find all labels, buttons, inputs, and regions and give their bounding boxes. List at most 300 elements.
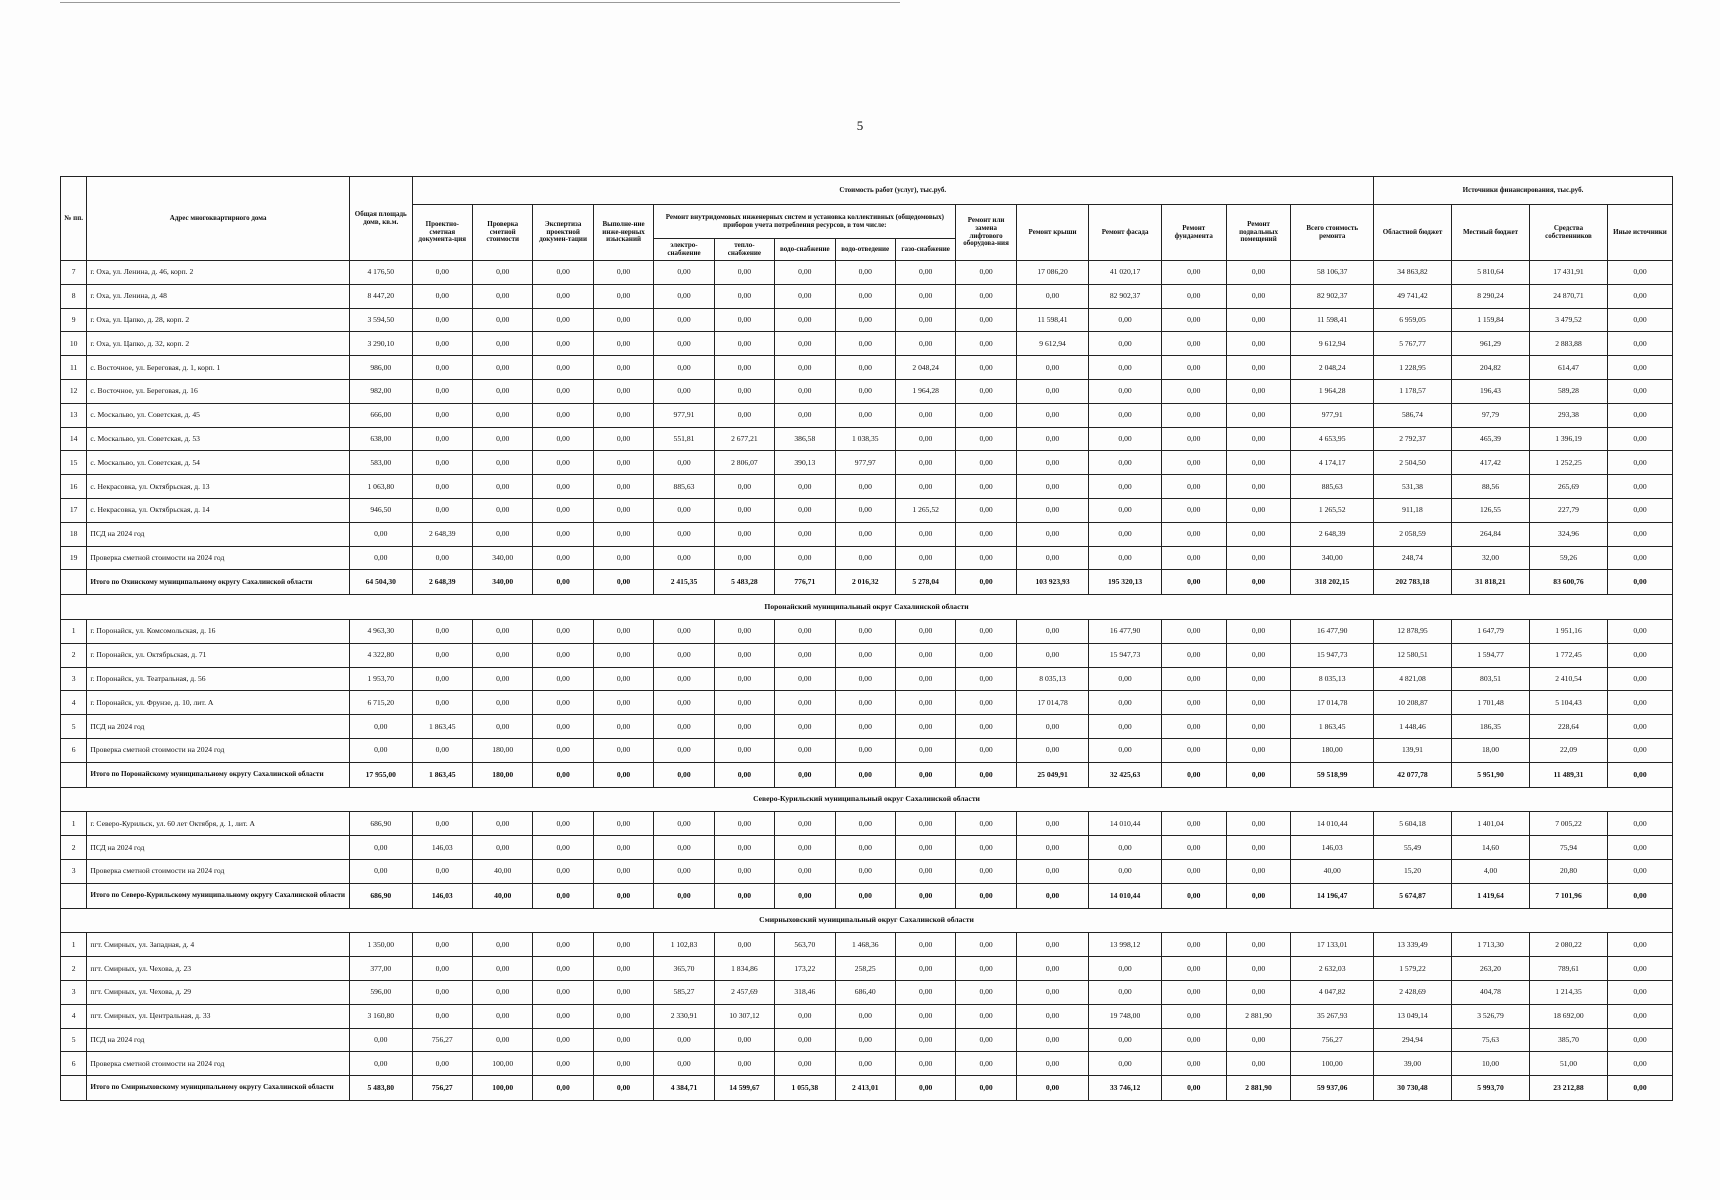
value-cell: 186,35 <box>1451 715 1529 739</box>
value-cell: 17 955,00 <box>349 762 412 787</box>
value-cell: 756,27 <box>412 1076 472 1101</box>
value-cell: 0,00 <box>349 836 412 860</box>
value-cell: 0,00 <box>473 933 533 957</box>
value-cell: 100,00 <box>473 1076 533 1101</box>
value-cell: 18,00 <box>1451 738 1529 762</box>
value-cell: 1 401,04 <box>1451 812 1529 836</box>
value-cell: 0,00 <box>1607 883 1672 908</box>
value-cell: 0,00 <box>1089 427 1162 451</box>
value-cell: 11 598,41 <box>1016 308 1089 332</box>
value-cell: 0,00 <box>654 715 714 739</box>
value-cell: 0,00 <box>533 475 593 499</box>
value-cell: 2 016,32 <box>835 570 895 595</box>
address-cell: Проверка сметной стоимости на 2024 год <box>87 546 350 570</box>
value-cell: 0,00 <box>1226 522 1291 546</box>
value-cell: 0,00 <box>533 883 593 908</box>
header-elevator: Ремонт или замена лифтового оборудова-ния <box>956 205 1016 261</box>
value-cell: 885,63 <box>1291 475 1374 499</box>
value-cell: 0,00 <box>956 403 1016 427</box>
value-cell: 0,00 <box>775 762 835 787</box>
subtotal-row <box>61 883 1673 908</box>
value-cell: 0,00 <box>654 1028 714 1052</box>
value-cell: 5 951,90 <box>1451 762 1529 787</box>
value-cell: 0,00 <box>1226 1052 1291 1076</box>
value-cell: 0,00 <box>533 379 593 403</box>
value-cell: 39,00 <box>1373 1052 1451 1076</box>
value-cell: 0,00 <box>775 859 835 883</box>
value-cell: 17 133,01 <box>1291 933 1374 957</box>
value-cell: 0,00 <box>533 403 593 427</box>
table-row <box>61 379 1673 403</box>
value-cell: 0,00 <box>533 427 593 451</box>
value-cell: 0,00 <box>714 379 774 403</box>
header-area: Общая площадь домв, кв.м. <box>349 177 412 261</box>
value-cell: 0,00 <box>654 836 714 860</box>
value-cell: 4 963,30 <box>349 619 412 643</box>
value-cell: 0,00 <box>835 619 895 643</box>
value-cell: 0,00 <box>473 812 533 836</box>
value-cell: 0,00 <box>956 619 1016 643</box>
value-cell: 0,00 <box>1016 883 1089 908</box>
value-cell: 0,00 <box>714 691 774 715</box>
value-cell: 0,00 <box>473 308 533 332</box>
value-cell: 0,00 <box>895 451 955 475</box>
value-cell: 0,00 <box>593 957 653 981</box>
address-cell: с. Некрасовка, ул. Октябрьская, д. 13 <box>87 475 350 499</box>
value-cell: 0,00 <box>533 498 593 522</box>
table-row <box>61 1052 1673 1076</box>
value-cell: 0,00 <box>1607 1028 1672 1052</box>
value-cell: 0,00 <box>593 715 653 739</box>
value-cell: 25 049,91 <box>1016 762 1089 787</box>
value-cell: 0,00 <box>1161 643 1226 667</box>
value-cell: 0,00 <box>1226 691 1291 715</box>
value-cell: 13 998,12 <box>1089 933 1162 957</box>
value-cell: 0,00 <box>895 667 955 691</box>
value-cell: 0,00 <box>775 643 835 667</box>
value-cell: 586,74 <box>1373 403 1451 427</box>
value-cell: 0,00 <box>714 933 774 957</box>
value-cell: 1 350,00 <box>349 933 412 957</box>
value-cell: 0,00 <box>533 762 593 787</box>
value-cell: 390,13 <box>775 451 835 475</box>
value-cell: 977,91 <box>1291 403 1374 427</box>
value-cell: 0,00 <box>956 427 1016 451</box>
value-cell: 0,00 <box>1016 738 1089 762</box>
value-cell: 0,00 <box>895 980 955 1004</box>
table-row <box>61 332 1673 356</box>
value-cell: 0,00 <box>1226 332 1291 356</box>
address-cell: пгт. Смирных, ул. Чехова, д. 23 <box>87 957 350 981</box>
address-cell: с. Москальво, ул. Советская, д. 45 <box>87 403 350 427</box>
value-cell: 4 174,17 <box>1291 451 1374 475</box>
value-cell: 531,38 <box>1373 475 1451 499</box>
row-number-cell: 3 <box>61 859 87 883</box>
value-cell: 0,00 <box>775 475 835 499</box>
value-cell: 0,00 <box>956 762 1016 787</box>
header-electricity: электро-снабжение <box>654 239 714 261</box>
value-cell: 0,00 <box>1607 836 1672 860</box>
value-cell: 0,00 <box>473 498 533 522</box>
value-cell: 5 483,28 <box>714 570 774 595</box>
value-cell: 0,00 <box>1016 859 1089 883</box>
value-cell: 0,00 <box>835 691 895 715</box>
value-cell: 0,00 <box>593 570 653 595</box>
value-cell: 0,00 <box>956 379 1016 403</box>
value-cell: 0,00 <box>654 332 714 356</box>
value-cell: 14 010,44 <box>1291 812 1374 836</box>
value-cell: 0,00 <box>835 836 895 860</box>
value-cell: 0,00 <box>714 498 774 522</box>
table-row <box>61 451 1673 475</box>
value-cell: 0,00 <box>533 691 593 715</box>
value-cell: 0,00 <box>593 667 653 691</box>
row-number-cell: 8 <box>61 284 87 308</box>
value-cell: 0,00 <box>473 691 533 715</box>
value-cell: 0,00 <box>1607 1076 1672 1101</box>
value-cell: 0,00 <box>1226 403 1291 427</box>
value-cell: 982,00 <box>349 379 412 403</box>
address-cell: с. Восточное, ул. Береговая, д. 1, корп. 1 <box>87 356 350 380</box>
value-cell: 10 307,12 <box>714 1004 774 1028</box>
value-cell: 0,00 <box>1607 379 1672 403</box>
value-cell: 0,00 <box>654 691 714 715</box>
value-cell: 0,00 <box>956 1028 1016 1052</box>
value-cell: 0,00 <box>714 332 774 356</box>
value-cell: 0,00 <box>775 403 835 427</box>
value-cell: 0,00 <box>775 284 835 308</box>
value-cell: 0,00 <box>1226 308 1291 332</box>
value-cell: 0,00 <box>349 546 412 570</box>
value-cell: 0,00 <box>412 308 472 332</box>
header-estimate-check: Проверка сметной стоимости <box>473 205 533 261</box>
value-cell: 0,00 <box>593 284 653 308</box>
value-cell: 0,00 <box>714 762 774 787</box>
value-cell: 0,00 <box>1607 667 1672 691</box>
value-cell: 0,00 <box>895 546 955 570</box>
value-cell: 0,00 <box>1016 715 1089 739</box>
value-cell: 0,00 <box>956 332 1016 356</box>
value-cell: 0,00 <box>1607 356 1672 380</box>
value-cell: 0,00 <box>775 883 835 908</box>
value-cell: 0,00 <box>1089 738 1162 762</box>
header-water-disposal: водо-отведение <box>835 239 895 261</box>
address-cell: ПСД на 2024 год <box>87 1028 350 1052</box>
value-cell: 0,00 <box>533 933 593 957</box>
value-cell: 0,00 <box>1226 738 1291 762</box>
value-cell: 6 959,05 <box>1373 308 1451 332</box>
value-cell: 0,00 <box>775 836 835 860</box>
value-cell: 75,63 <box>1451 1028 1529 1052</box>
value-cell: 5 604,18 <box>1373 812 1451 836</box>
section-header-row <box>61 908 1673 933</box>
value-cell: 318 202,15 <box>1291 570 1374 595</box>
row-number-cell: 7 <box>61 261 87 285</box>
value-cell: 5 767,77 <box>1373 332 1451 356</box>
value-cell: 0,00 <box>956 1076 1016 1101</box>
value-cell: 12 878,95 <box>1373 619 1451 643</box>
value-cell: 204,82 <box>1451 356 1529 380</box>
value-cell: 0,00 <box>1607 980 1672 1004</box>
value-cell: 0,00 <box>473 619 533 643</box>
value-cell: 0,00 <box>1161 738 1226 762</box>
value-cell: 0,00 <box>473 667 533 691</box>
value-cell: 583,00 <box>349 451 412 475</box>
value-cell: 5 993,70 <box>1451 1076 1529 1101</box>
row-number-cell: 16 <box>61 475 87 499</box>
value-cell: 0,00 <box>1607 738 1672 762</box>
value-cell: 340,00 <box>473 546 533 570</box>
value-cell: 0,00 <box>593 643 653 667</box>
value-cell: 0,00 <box>654 451 714 475</box>
value-cell: 0,00 <box>835 859 895 883</box>
value-cell: 0,00 <box>1016 812 1089 836</box>
value-cell: 0,00 <box>1089 859 1162 883</box>
value-cell: 0,00 <box>835 667 895 691</box>
value-cell: 2 058,59 <box>1373 522 1451 546</box>
value-cell: 2 792,37 <box>1373 427 1451 451</box>
header-expertise: Экспертиза проектной докумен-тации <box>533 205 593 261</box>
table-row <box>61 619 1673 643</box>
table-row <box>61 522 1673 546</box>
value-cell: 41 020,17 <box>1089 261 1162 285</box>
value-cell: 638,00 <box>349 427 412 451</box>
value-cell: 0,00 <box>1226 619 1291 643</box>
value-cell: 0,00 <box>412 933 472 957</box>
value-cell: 0,00 <box>775 522 835 546</box>
value-cell: 2 881,90 <box>1226 1004 1291 1028</box>
value-cell: 0,00 <box>654 619 714 643</box>
value-cell: 0,00 <box>1607 643 1672 667</box>
value-cell: 0,00 <box>1607 403 1672 427</box>
value-cell: 0,00 <box>1607 475 1672 499</box>
value-cell: 0,00 <box>956 980 1016 1004</box>
header-engineering-group: Ремонт внутридомовых инженерных систем и установка коллективных (общедомовых) приборов учета потребления ресурсов, в том числе: <box>654 205 956 239</box>
value-cell: 0,00 <box>835 498 895 522</box>
value-cell: 0,00 <box>895 715 955 739</box>
value-cell: 2 632,03 <box>1291 957 1374 981</box>
value-cell: 1 063,80 <box>349 475 412 499</box>
value-cell: 196,43 <box>1451 379 1529 403</box>
value-cell: 0,00 <box>654 498 714 522</box>
table-row <box>61 475 1673 499</box>
value-cell: 0,00 <box>1016 980 1089 1004</box>
header-design-docs: Проектно-сметная документа-ция <box>412 205 472 261</box>
value-cell: 0,00 <box>775 1028 835 1052</box>
value-cell: 1 647,79 <box>1451 619 1529 643</box>
value-cell: 0,00 <box>349 715 412 739</box>
value-cell: 4,00 <box>1451 859 1529 883</box>
value-cell: 14 196,47 <box>1291 883 1374 908</box>
value-cell: 0,00 <box>349 522 412 546</box>
value-cell: 3 594,50 <box>349 308 412 332</box>
value-cell: 0,00 <box>835 356 895 380</box>
value-cell: 0,00 <box>533 859 593 883</box>
row-number-cell: 17 <box>61 498 87 522</box>
table-row <box>61 957 1673 981</box>
value-cell: 8 035,13 <box>1291 667 1374 691</box>
value-cell: 686,90 <box>349 883 412 908</box>
value-cell: 9 612,94 <box>1016 332 1089 356</box>
value-cell: 0,00 <box>1089 451 1162 475</box>
value-cell: 2 457,69 <box>714 980 774 1004</box>
value-cell: 0,00 <box>835 308 895 332</box>
value-cell: 0,00 <box>1161 356 1226 380</box>
value-cell: 0,00 <box>1226 427 1291 451</box>
value-cell: 0,00 <box>412 859 472 883</box>
value-cell: 100,00 <box>1291 1052 1374 1076</box>
value-cell: 4 047,82 <box>1291 980 1374 1004</box>
value-cell: 0,00 <box>593 403 653 427</box>
value-cell: 1 265,52 <box>895 498 955 522</box>
value-cell: 0,00 <box>1226 356 1291 380</box>
value-cell: 2 677,21 <box>714 427 774 451</box>
address-cell: с. Москальво, ул. Советская, д. 54 <box>87 451 350 475</box>
header-address: Адрес многоквартирного дома <box>87 177 350 261</box>
value-cell: 82 902,37 <box>1089 284 1162 308</box>
value-cell: 0,00 <box>714 836 774 860</box>
value-cell: 0,00 <box>1607 957 1672 981</box>
value-cell: 8 447,20 <box>349 284 412 308</box>
value-cell: 0,00 <box>412 619 472 643</box>
value-cell: 1 396,19 <box>1529 427 1607 451</box>
table-row <box>61 812 1673 836</box>
value-cell: 0,00 <box>714 475 774 499</box>
value-cell: 0,00 <box>1089 957 1162 981</box>
value-cell: 0,00 <box>1089 546 1162 570</box>
value-cell: 0,00 <box>956 933 1016 957</box>
value-cell: 1 713,30 <box>1451 933 1529 957</box>
value-cell: 0,00 <box>895 812 955 836</box>
value-cell: 35 267,93 <box>1291 1004 1374 1028</box>
value-cell: 0,00 <box>1161 883 1226 908</box>
subtotal-row <box>61 1076 1673 1101</box>
value-cell: 13 339,49 <box>1373 933 1451 957</box>
value-cell: 0,00 <box>412 1052 472 1076</box>
value-cell: 0,00 <box>775 308 835 332</box>
value-cell: 0,00 <box>349 1028 412 1052</box>
value-cell: 0,00 <box>895 859 955 883</box>
address-cell: г. Поронайск, ул. Октябрьская, д. 71 <box>87 643 350 667</box>
value-cell: 0,00 <box>775 619 835 643</box>
value-cell: 0,00 <box>1607 261 1672 285</box>
value-cell: 2 048,24 <box>1291 356 1374 380</box>
row-number-cell: 14 <box>61 427 87 451</box>
value-cell: 0,00 <box>775 379 835 403</box>
value-cell: 0,00 <box>1607 498 1672 522</box>
value-cell: 0,00 <box>835 1028 895 1052</box>
value-cell: 1 594,77 <box>1451 643 1529 667</box>
value-cell: 686,90 <box>349 812 412 836</box>
value-cell: 0,00 <box>775 498 835 522</box>
value-cell: 3 526,79 <box>1451 1004 1529 1028</box>
value-cell: 686,40 <box>835 980 895 1004</box>
value-cell: 0,00 <box>895 762 955 787</box>
value-cell: 0,00 <box>654 379 714 403</box>
value-cell: 0,00 <box>412 403 472 427</box>
value-cell: 0,00 <box>895 691 955 715</box>
address-cell: Проверка сметной стоимости на 2024 год <box>87 738 350 762</box>
address-cell: г. Оха, ул. Цапко, д. 32, корп. 2 <box>87 332 350 356</box>
row-number-cell: 10 <box>61 332 87 356</box>
value-cell: 0,00 <box>349 738 412 762</box>
value-cell: 0,00 <box>593 522 653 546</box>
value-cell: 789,61 <box>1529 957 1607 981</box>
value-cell: 59 518,99 <box>1291 762 1374 787</box>
value-cell: 585,27 <box>654 980 714 1004</box>
value-cell: 0,00 <box>835 284 895 308</box>
value-cell: 0,00 <box>1161 1076 1226 1101</box>
value-cell: 0,00 <box>835 546 895 570</box>
value-cell: 16 477,90 <box>1089 619 1162 643</box>
value-cell: 0,00 <box>1016 1028 1089 1052</box>
value-cell: 51,00 <box>1529 1052 1607 1076</box>
value-cell: 0,00 <box>895 1004 955 1028</box>
value-cell: 0,00 <box>895 1028 955 1052</box>
value-cell: 0,00 <box>714 522 774 546</box>
value-cell: 0,00 <box>412 980 472 1004</box>
table-row <box>61 933 1673 957</box>
address-cell: с. Восточное, ул. Береговая, д. 16 <box>87 379 350 403</box>
value-cell: 1 038,35 <box>835 427 895 451</box>
value-cell: 59,26 <box>1529 546 1607 570</box>
value-cell: 0,00 <box>1089 836 1162 860</box>
value-cell: 0,00 <box>533 667 593 691</box>
address-cell: г. Северо-Курильск, ул. 60 лет Октября, д. 1, лит. А <box>87 812 350 836</box>
table-row <box>61 980 1673 1004</box>
value-cell: 0,00 <box>1226 812 1291 836</box>
value-cell: 0,00 <box>835 1052 895 1076</box>
value-cell: 0,00 <box>1607 284 1672 308</box>
value-cell: 0,00 <box>654 762 714 787</box>
row-number-cell: 5 <box>61 1028 87 1052</box>
value-cell: 0,00 <box>593 475 653 499</box>
value-cell: 0,00 <box>1226 261 1291 285</box>
address-cell: г. Поронайск, ул. Фрунзе, д. 10, лит. А <box>87 691 350 715</box>
value-cell: 0,00 <box>412 475 472 499</box>
value-cell: 0,00 <box>1161 1004 1226 1028</box>
value-cell: 0,00 <box>1161 812 1226 836</box>
value-cell: 0,00 <box>473 451 533 475</box>
value-cell: 0,00 <box>714 403 774 427</box>
value-cell: 0,00 <box>1161 1052 1226 1076</box>
value-cell: 0,00 <box>775 691 835 715</box>
value-cell: 340,00 <box>473 570 533 595</box>
header-basement: Ремонт подвальных помещений <box>1226 205 1291 261</box>
table-body <box>61 261 1673 1101</box>
value-cell: 0,00 <box>654 859 714 883</box>
value-cell: 5 104,43 <box>1529 691 1607 715</box>
value-cell: 0,00 <box>473 427 533 451</box>
value-cell: 0,00 <box>956 261 1016 285</box>
value-cell: 0,00 <box>956 1052 1016 1076</box>
section-header-row <box>61 787 1673 812</box>
value-cell: 0,00 <box>1607 570 1672 595</box>
page-number: 5 <box>856 118 864 133</box>
value-cell: 0,00 <box>835 522 895 546</box>
value-cell: 551,81 <box>654 427 714 451</box>
header-facade: Ремонт фасада <box>1089 205 1162 261</box>
value-cell: 1 863,45 <box>1291 715 1374 739</box>
value-cell: 15 947,73 <box>1089 643 1162 667</box>
value-cell: 0,00 <box>593 859 653 883</box>
value-cell: 0,00 <box>895 332 955 356</box>
value-cell: 3 160,80 <box>349 1004 412 1028</box>
value-cell: 0,00 <box>895 1076 955 1101</box>
subtotal-row <box>61 570 1673 595</box>
value-cell: 1 834,86 <box>714 957 774 981</box>
value-cell: 2 883,88 <box>1529 332 1607 356</box>
